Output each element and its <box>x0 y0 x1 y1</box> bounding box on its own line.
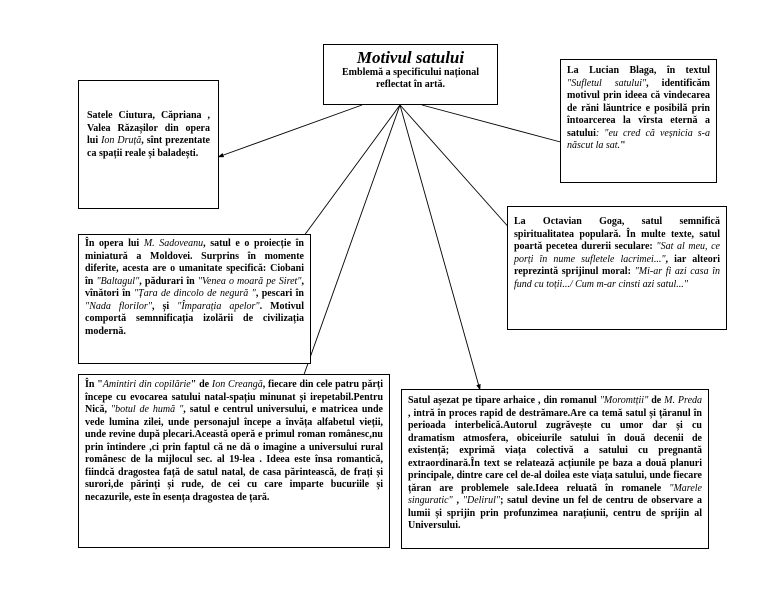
creanga-s1: În " <box>85 379 103 390</box>
preda-w2: "Marele singuratic" <box>408 482 702 506</box>
druta-text-2: , sînt prezentate ca spații reale și baladești. <box>87 135 210 159</box>
goga-q2: "Mi-ar fi azi casa în fund cu toții.../ Cum m-ar cinsti azi satul..." <box>514 266 720 290</box>
sadoveanu-author: M. Sadoveanu <box>143 238 204 249</box>
preda-s1: Satul așezat pe tipare arhaice , din romanul <box>408 395 600 406</box>
central-topic-box <box>323 44 498 105</box>
preda-author: M. Preda <box>664 395 703 406</box>
sadoveanu-w5: "Împarația apelor" <box>177 300 260 312</box>
creanga-s4: , satul e centrul universului, e matricea unde vede lumina zilei, unde personajul începe a învăța alfabetul vieții, unde revine după plecari.Această operă e primul roman românesc,nu prin întindere ,ci prin faptul că ne dă o imagine a universului rural românesc de la mijlocul sec. al 19-lea . Ideea este însa romantică, fiindcă dragostea față de satul natal, de casa părintească, de frați și surori,de părinți și rude, de cei cu care imparte bucuriile și necazurile, este în esența dragostea de țară. <box>85 404 383 503</box>
sadoveanu-s5: , pescari în <box>255 288 304 299</box>
blaga-text-2: , identificăm motivul prin ideea că vindecarea de răni lăuntrice e posibilă prin întoarcerea la vîrsta eternă a satului <box>567 77 710 139</box>
sadoveanu-s2: , satul e o proiecție în miniatură a Moldovei. Surprins în momente diferite, acesta are o umanitate specifică: Ciobani în <box>85 238 304 287</box>
sadoveanu-s7: . Motivul comportă semnnificația izolării de civilizația modernă. <box>85 300 305 337</box>
central-subtitle: Emblemă a specificului național reflectat în artă. <box>342 67 479 90</box>
blaga-work: "Sufletul satului" <box>567 77 647 89</box>
goga-box <box>507 206 727 330</box>
sadoveanu-s1: În opera lui <box>85 238 144 249</box>
central-title: Motivul satului <box>356 48 465 67</box>
preda-s2: de <box>648 395 665 406</box>
sadoveanu-s4: , vînători în <box>85 275 304 299</box>
preda-w3: "Delirul" <box>462 495 501 506</box>
sadoveanu-w4: "Nada florilor" <box>85 300 152 312</box>
creanga-box <box>78 374 390 548</box>
blaga-quote: : "eu cred că veșnicia s-a născut la sat. <box>567 127 710 151</box>
preda-box <box>401 389 709 549</box>
sadoveanu-w1: "Baltagul" <box>96 275 140 287</box>
druta-text-1: Satele Ciutura, Căpriana , Valea Răzașilor din opera lui <box>87 110 210 146</box>
preda-s4: , <box>452 495 463 506</box>
arrow-to-creanga <box>301 105 400 383</box>
arrow-to-preda <box>400 105 480 390</box>
goga-q1: "Sat al meu, ce porți în nume sufletele lacrimei..." <box>514 241 720 265</box>
creanga-w2: "botul de humă " <box>110 404 184 415</box>
druta-author: Ion Druță <box>101 135 142 146</box>
arrow-to-druta <box>218 105 362 157</box>
sadoveanu-s3: , pădurari în <box>139 275 198 287</box>
sadoveanu-w2: "Venea o moară pe Siret" <box>197 275 302 287</box>
creanga-w1: Amintiri din copilărie <box>102 379 191 390</box>
arrow-to-blaga <box>422 105 568 144</box>
blaga-text-1: La Lucian Blaga, în textul <box>567 65 710 76</box>
blaga-text-3: " <box>620 140 626 151</box>
goga-s2: , iar alteori reprezintă sprijinul moral: <box>514 253 720 277</box>
goga-s1: La Octavian Goga, satul semnifică spiritualitatea populară. În multe texte, satul poartă pecetea durerii seculare: <box>514 216 720 252</box>
preda-w1: "Moromtții" <box>599 395 649 406</box>
sadoveanu-w3: "Țara de dincolo de negură " <box>133 288 256 299</box>
sadoveanu-s6: , și <box>151 300 178 312</box>
creanga-s3: , fiecare din cele patru părți începe cu evocarea satului natal-spațiu minunat și irepetabil.Pentru Nică, <box>85 379 383 415</box>
sadoveanu-box <box>78 234 311 364</box>
blaga-box <box>560 59 717 183</box>
creanga-s2: " de <box>190 379 212 390</box>
druta-box <box>78 80 219 209</box>
arrow-to-sadoveanu <box>298 105 400 244</box>
preda-s3: , intră în proces rapid de destrămare.Are ca temă satul și țăranul în perioada interbelică.Autorul zugrăvește cu umor dar și cu dramatism atmosfera, obiceiurile satului în două decenii de existență; exprimă viața colectivă a satului cu pregnantă extraordinară.În text se relatează acțiunile pe baza a două planuri principale, dintre care cel de-al doilea este viața satului, unde fiecare țăran are problemele sale.Ideea reluată în romanele <box>408 407 702 494</box>
preda-s5: ; satul devine un fel de centru de observare a lumii și sprijin prin profunzimea narațiunii, centru de sprijin al Universului. <box>408 495 703 531</box>
arrow-to-goga <box>400 105 520 240</box>
creanga-author: Ion Creangă <box>211 379 263 390</box>
